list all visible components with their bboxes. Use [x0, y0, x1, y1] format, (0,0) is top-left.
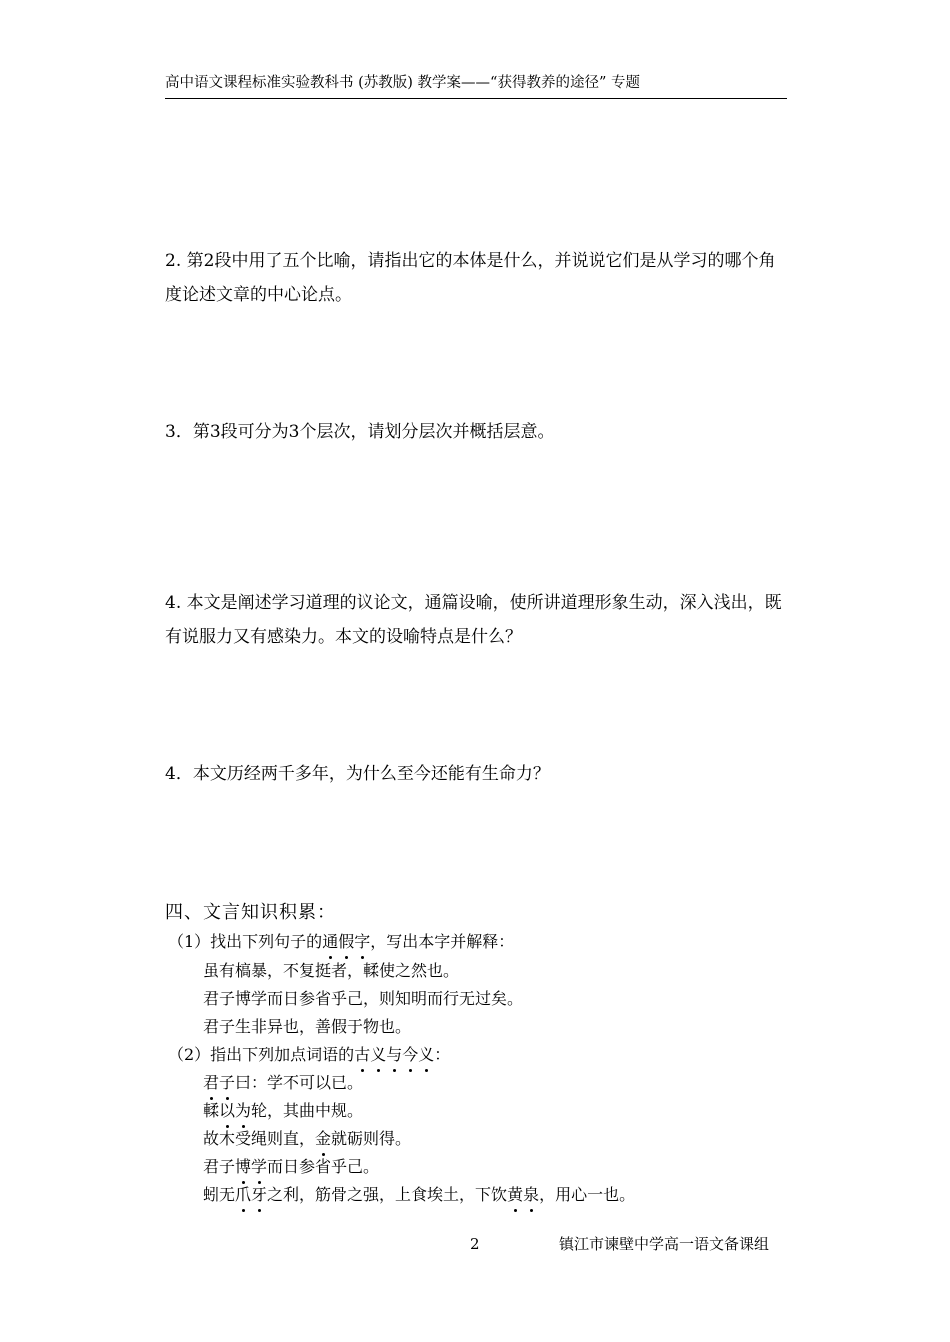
dotted-char: 金	[315, 1125, 331, 1153]
dotted-char: 假	[338, 928, 354, 956]
dotted-char: 泉	[523, 1181, 539, 1209]
dotted-char: 为	[235, 1097, 251, 1125]
sentence-text: 轮，其曲中规。	[251, 1101, 364, 1120]
part2-sentence	[203, 1181, 635, 1209]
header-title: 高中语文课程标准实验教科书 (苏教版) 教学案——“获得教养的途径” 专题	[165, 75, 640, 91]
sentence-text: 曰：学不可以已。	[235, 1073, 364, 1092]
dotted-char: 字	[354, 928, 370, 956]
sentence-text: 故木受绳则直，	[203, 1129, 316, 1148]
running-header	[165, 72, 787, 99]
dotted-char: 与	[386, 1041, 402, 1069]
dotted-char: 子	[219, 1069, 235, 1097]
section-title: 四、文言知识积累：	[165, 902, 336, 923]
dotted-char: 爪	[235, 1181, 251, 1209]
dotted-char: 义	[370, 1041, 386, 1069]
dotted-char: 以	[219, 1097, 235, 1125]
footer-school: 镇江市谏壁中学高一语文备课组	[559, 1235, 770, 1253]
question-4-figurative: 4. 本文是阐述学习道理的议论文，通篇设喻，使所讲道理形象生动，深入浅出，既有说服力又有感染力。本文的设喻特点是什么？	[165, 593, 782, 647]
sentence-text: 蚓无	[203, 1185, 236, 1204]
part1-prefix: （1）找出下列句子的	[168, 932, 323, 951]
part2-prefix: （2）指出下列加点词语的	[168, 1045, 355, 1064]
dotted-char: 牙	[251, 1181, 267, 1209]
sentence-text: 就砺则得。	[331, 1129, 412, 1148]
question-3: 3．第3段可分为3个层次，请划分层次并概括层意。	[165, 422, 555, 442]
sentence-text: 輮	[203, 1101, 220, 1120]
sentence-text: 之利，筋骨之强，上食埃土，下饮	[267, 1185, 508, 1204]
part2-sentence	[203, 1097, 363, 1125]
question-2: 2. 第2段中用了五个比喻，请指出它的本体是什么，并说说它们是从学习的哪个角度论述文章的中心论点。	[165, 251, 776, 305]
dotted-char: 义	[418, 1041, 434, 1069]
dotted-char: 君	[203, 1069, 219, 1097]
part1-sentence: 君子博学而日参省乎己，则知明而行无过矣。	[203, 989, 524, 1008]
part1-sentence: 虽有槁暴，不复挺者，輮使之然也。	[203, 961, 460, 980]
part2-instruction	[168, 1041, 450, 1069]
part2-sentence	[203, 1153, 379, 1181]
dotted-char: 黄	[507, 1181, 523, 1209]
dotted-char: 博	[235, 1153, 251, 1181]
dotted-char: 通	[322, 928, 338, 956]
sentence-text: ，用心一也。	[539, 1185, 636, 1204]
part1-instruction	[168, 928, 514, 956]
part1-sentence: 君子生非异也，善假于物也。	[203, 1017, 412, 1036]
part2-suffix: ：	[434, 1045, 451, 1064]
part1-suffix: ，写出本字并解释：	[370, 932, 515, 951]
sentence-text: 而日参省乎己。	[267, 1157, 380, 1176]
dotted-char: 学	[251, 1153, 267, 1181]
dotted-char: 古	[354, 1041, 370, 1069]
part2-sentence	[203, 1069, 363, 1097]
dotted-char: 今	[402, 1041, 418, 1069]
part2-sentence	[203, 1125, 411, 1153]
page-number: 2	[470, 1235, 480, 1253]
question-4-vitality: 4．本文历经两千多年，为什么至今还能有生命力？	[165, 764, 550, 784]
sentence-text: 君子	[203, 1157, 236, 1176]
